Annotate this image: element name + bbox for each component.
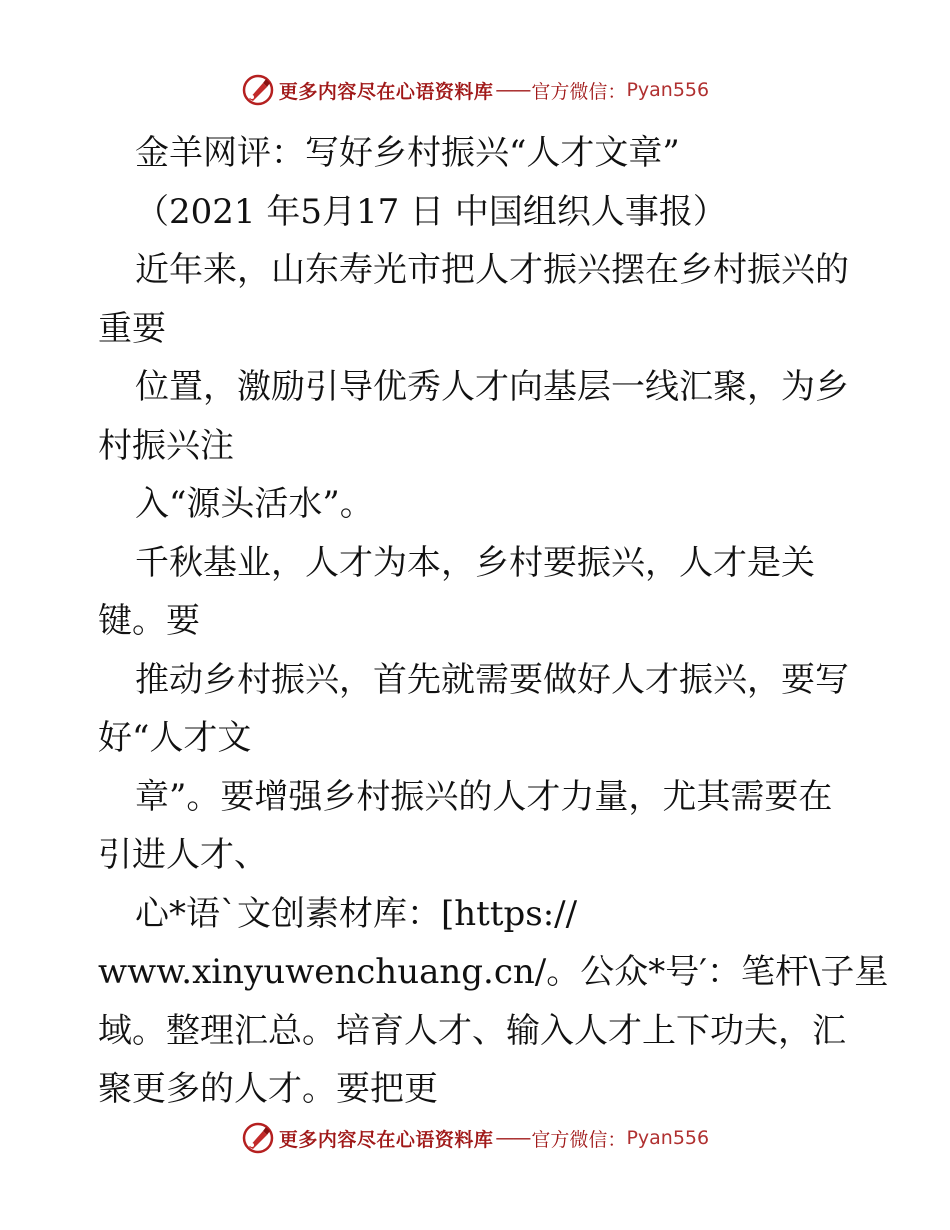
- paragraph-line: 重要: [98, 308, 166, 349]
- paragraph-line: www.xinyuwenchuang.cn/。公众*号′：笔杆\子星: [98, 952, 889, 992]
- footer-watermark: [0, 1118, 950, 1158]
- pen-logo-icon: [241, 1121, 275, 1155]
- paragraph-line: 位置，激励引导优秀人才向基层一线汇聚，为乡: [135, 367, 849, 407]
- header-watermark: [0, 70, 950, 110]
- watermark-wechat-id: Pyan556: [626, 79, 710, 101]
- paragraph-line: 入“源头活水”。: [135, 484, 374, 524]
- paragraph-line: 心*语`文创素材库：[https://: [135, 893, 578, 934]
- paragraph-line: 千秋基业，人才为本，乡村要振兴，人才是关: [135, 542, 815, 583]
- paragraph-line: 好“人才文: [98, 718, 252, 758]
- article-source: （2021 年5月17 日 中国组织人事报）: [135, 191, 727, 232]
- paragraph-line: 章”。要增强乡村振兴的人才力量，尤其需要在: [135, 776, 833, 817]
- watermark-wechat-label: 官方微信：: [531, 1128, 627, 1151]
- paragraph-line: 域。整理汇总。培育人才、输入人才上下功夫，汇: [98, 1010, 846, 1051]
- paragraph-line: 近年来，山东寿光市把人才振兴摆在乡村振兴的: [135, 250, 849, 290]
- watermark-wechat-id: Pyan556: [626, 1127, 710, 1149]
- watermark-dash: ——: [495, 1127, 530, 1149]
- paragraph-line: 聚更多的人才。要把更: [98, 1069, 438, 1109]
- article-title: 金羊网评：写好乡村振兴“人才文章”: [135, 133, 680, 173]
- paragraph-line: 引进人才、: [98, 835, 268, 875]
- watermark-wechat-label: 官方微信：: [531, 80, 627, 103]
- pen-logo-icon: [241, 73, 275, 107]
- paragraph-line: 村振兴注: [98, 425, 234, 466]
- paragraph-line: 推动乡村振兴，首先就需要做好人才振兴，要写: [135, 659, 849, 700]
- article-body: [98, 124, 889, 1119]
- watermark-dash: ——: [495, 79, 530, 101]
- watermark-main-text: 更多内容尽在心语资料库: [278, 1128, 494, 1151]
- watermark-main-text: 更多内容尽在心语资料库: [278, 80, 494, 103]
- paragraph-line: 键。要: [98, 601, 200, 641]
